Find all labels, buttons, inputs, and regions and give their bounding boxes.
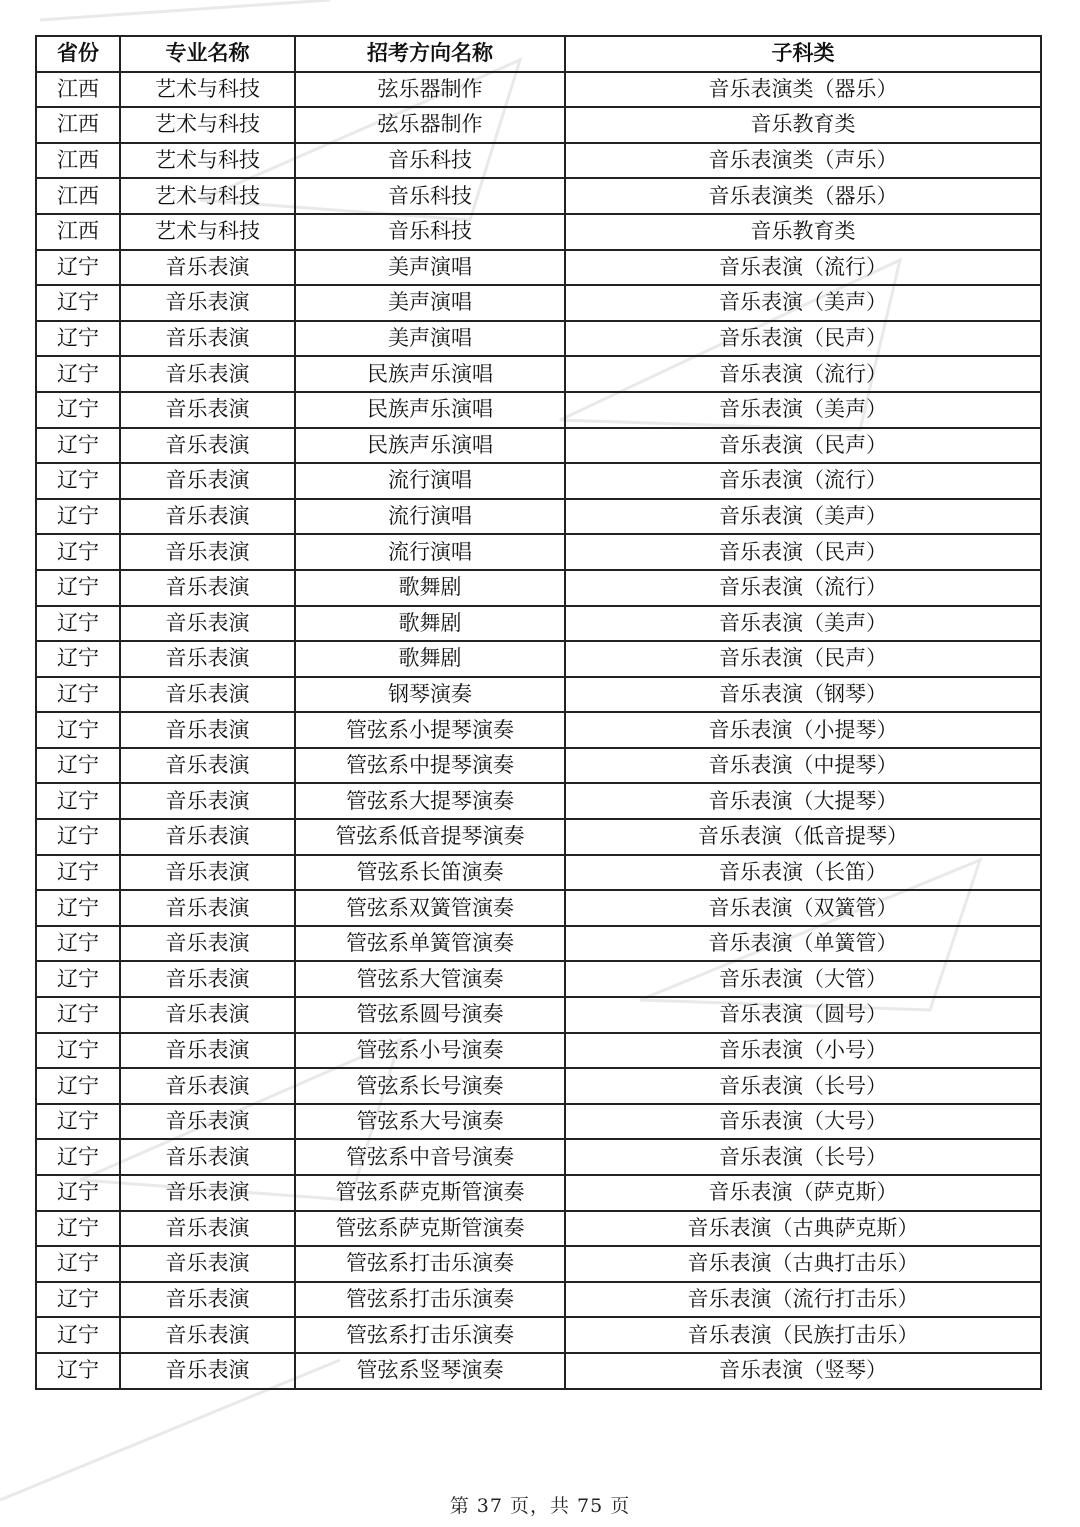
cell-subcategory: 音乐表演（单簧管）	[565, 926, 1041, 962]
table-row	[36, 499, 1041, 535]
cell-direction: 管弦系大号演奏	[295, 1104, 565, 1140]
cell-major: 艺术与科技	[120, 214, 295, 250]
page-number: 第 37 页，共 75 页	[449, 1495, 631, 1517]
cell-subcategory: 音乐表演（美声）	[565, 285, 1041, 321]
cell-major: 音乐表演	[120, 1211, 295, 1247]
cell-province: 江西	[36, 107, 120, 143]
cell-province: 江西	[36, 72, 120, 108]
cell-subcategory: 音乐表演（美声）	[565, 392, 1041, 428]
cell-direction: 管弦系圆号演奏	[295, 997, 565, 1033]
cell-province: 江西	[36, 178, 120, 214]
table-row	[36, 1104, 1041, 1140]
cell-major: 音乐表演	[120, 570, 295, 606]
table-row	[36, 1246, 1041, 1282]
cell-subcategory: 音乐表演（长笛）	[565, 855, 1041, 891]
table-row	[36, 1211, 1041, 1247]
cell-subcategory: 音乐表演（民声）	[565, 641, 1041, 677]
table-row	[36, 712, 1041, 748]
header-major: 专业名称	[120, 36, 295, 72]
table-header-row	[36, 36, 1041, 72]
cell-subcategory: 音乐表演类（器乐）	[565, 178, 1041, 214]
cell-subcategory: 音乐表演类（器乐）	[565, 72, 1041, 108]
cell-direction: 管弦系大管演奏	[295, 961, 565, 997]
header-subcategory: 子科类	[565, 36, 1041, 72]
cell-major: 音乐表演	[120, 250, 295, 286]
cell-province: 辽宁	[36, 1317, 120, 1353]
cell-direction: 管弦系小号演奏	[295, 1033, 565, 1069]
cell-direction: 民族声乐演唱	[295, 428, 565, 464]
cell-major: 音乐表演	[120, 1104, 295, 1140]
cell-subcategory: 音乐表演（小提琴）	[565, 712, 1041, 748]
cell-major: 音乐表演	[120, 606, 295, 642]
cell-direction: 管弦系长笛演奏	[295, 855, 565, 891]
cell-subcategory: 音乐教育类	[565, 214, 1041, 250]
cell-major: 艺术与科技	[120, 72, 295, 108]
cell-major: 音乐表演	[120, 534, 295, 570]
cell-subcategory: 音乐表演（民声）	[565, 321, 1041, 357]
table-row	[36, 428, 1041, 464]
cell-major: 音乐表演	[120, 321, 295, 357]
cell-direction: 管弦系打击乐演奏	[295, 1246, 565, 1282]
cell-province: 辽宁	[36, 570, 120, 606]
cell-province: 辽宁	[36, 392, 120, 428]
cell-major: 音乐表演	[120, 428, 295, 464]
cell-major: 艺术与科技	[120, 178, 295, 214]
table-row	[36, 463, 1041, 499]
table-row	[36, 143, 1041, 179]
table-row	[36, 961, 1041, 997]
table-row	[36, 250, 1041, 286]
cell-direction: 管弦系长号演奏	[295, 1068, 565, 1104]
cell-province: 辽宁	[36, 321, 120, 357]
cell-major: 音乐表演	[120, 1175, 295, 1211]
cell-major: 音乐表演	[120, 1317, 295, 1353]
table-row	[36, 1175, 1041, 1211]
cell-subcategory: 音乐表演（大提琴）	[565, 783, 1041, 819]
cell-direction: 管弦系小提琴演奏	[295, 712, 565, 748]
cell-direction: 美声演唱	[295, 285, 565, 321]
cell-major: 音乐表演	[120, 783, 295, 819]
cell-direction: 歌舞剧	[295, 641, 565, 677]
cell-province: 辽宁	[36, 356, 120, 392]
cell-major: 音乐表演	[120, 285, 295, 321]
cell-direction: 美声演唱	[295, 250, 565, 286]
cell-major: 音乐表演	[120, 392, 295, 428]
cell-direction: 管弦系大提琴演奏	[295, 783, 565, 819]
cell-subcategory: 音乐表演（民声）	[565, 428, 1041, 464]
table-row	[36, 356, 1041, 392]
cell-major: 音乐表演	[120, 677, 295, 713]
cell-direction: 流行演唱	[295, 463, 565, 499]
table-row	[36, 534, 1041, 570]
table-row	[36, 926, 1041, 962]
header-direction: 招考方向名称	[295, 36, 565, 72]
cell-direction: 管弦系竖琴演奏	[295, 1353, 565, 1389]
cell-subcategory: 音乐表演（流行打击乐）	[565, 1282, 1041, 1318]
cell-direction: 管弦系打击乐演奏	[295, 1317, 565, 1353]
cell-major: 音乐表演	[120, 855, 295, 891]
cell-direction: 钢琴演奏	[295, 677, 565, 713]
cell-subcategory: 音乐表演（圆号）	[565, 997, 1041, 1033]
table-row	[36, 214, 1041, 250]
cell-province: 辽宁	[36, 250, 120, 286]
cell-province: 辽宁	[36, 1175, 120, 1211]
cell-major: 艺术与科技	[120, 143, 295, 179]
cell-major: 音乐表演	[120, 641, 295, 677]
cell-province: 江西	[36, 143, 120, 179]
table-row	[36, 392, 1041, 428]
cell-province: 辽宁	[36, 1353, 120, 1389]
cell-direction: 管弦系双簧管演奏	[295, 890, 565, 926]
cell-province: 辽宁	[36, 1246, 120, 1282]
cell-province: 辽宁	[36, 748, 120, 784]
table-row	[36, 1282, 1041, 1318]
cell-subcategory: 音乐表演（流行）	[565, 570, 1041, 606]
cell-province: 辽宁	[36, 463, 120, 499]
cell-subcategory: 音乐表演（流行）	[565, 463, 1041, 499]
cell-subcategory: 音乐表演（竖琴）	[565, 1353, 1041, 1389]
table-row	[36, 285, 1041, 321]
cell-major: 音乐表演	[120, 997, 295, 1033]
cell-subcategory: 音乐表演（小号）	[565, 1033, 1041, 1069]
cell-province: 辽宁	[36, 499, 120, 535]
table-row	[36, 107, 1041, 143]
cell-province: 辽宁	[36, 890, 120, 926]
cell-province: 辽宁	[36, 1104, 120, 1140]
cell-subcategory: 音乐教育类	[565, 107, 1041, 143]
cell-major: 音乐表演	[120, 1033, 295, 1069]
cell-direction: 音乐科技	[295, 214, 565, 250]
cell-major: 音乐表演	[120, 712, 295, 748]
cell-subcategory: 音乐表演（长号）	[565, 1139, 1041, 1175]
cell-direction: 管弦系中音号演奏	[295, 1139, 565, 1175]
table-row	[36, 855, 1041, 891]
cell-province: 辽宁	[36, 428, 120, 464]
table-row	[36, 997, 1041, 1033]
cell-province: 辽宁	[36, 534, 120, 570]
cell-subcategory: 音乐表演（钢琴）	[565, 677, 1041, 713]
header-province: 省份	[36, 36, 120, 72]
cell-major: 音乐表演	[120, 1246, 295, 1282]
table-row	[36, 1033, 1041, 1069]
cell-province: 辽宁	[36, 1282, 120, 1318]
cell-province: 辽宁	[36, 855, 120, 891]
table-row	[36, 1317, 1041, 1353]
table-row	[36, 677, 1041, 713]
cell-direction: 管弦系萨克斯管演奏	[295, 1211, 565, 1247]
cell-province: 辽宁	[36, 606, 120, 642]
cell-subcategory: 音乐表演（古典打击乐）	[565, 1246, 1041, 1282]
table-body	[36, 72, 1041, 1389]
table-row	[36, 178, 1041, 214]
cell-subcategory: 音乐表演（低音提琴）	[565, 819, 1041, 855]
table-row	[36, 570, 1041, 606]
cell-subcategory: 音乐表演（大号）	[565, 1104, 1041, 1140]
cell-direction: 歌舞剧	[295, 606, 565, 642]
cell-major: 音乐表演	[120, 890, 295, 926]
cell-major: 音乐表演	[120, 1282, 295, 1318]
cell-major: 音乐表演	[120, 1139, 295, 1175]
cell-major: 音乐表演	[120, 499, 295, 535]
table-row	[36, 1353, 1041, 1389]
table-row	[36, 72, 1041, 108]
cell-direction: 管弦系单簧管演奏	[295, 926, 565, 962]
cell-direction: 音乐科技	[295, 143, 565, 179]
cell-direction: 美声演唱	[295, 321, 565, 357]
cell-province: 辽宁	[36, 997, 120, 1033]
cell-subcategory: 音乐表演（中提琴）	[565, 748, 1041, 784]
cell-province: 辽宁	[36, 712, 120, 748]
cell-direction: 民族声乐演唱	[295, 356, 565, 392]
cell-province: 辽宁	[36, 819, 120, 855]
admissions-table	[35, 35, 1042, 1390]
table-row	[36, 321, 1041, 357]
cell-direction: 流行演唱	[295, 499, 565, 535]
cell-major: 音乐表演	[120, 926, 295, 962]
cell-subcategory: 音乐表演（古典萨克斯）	[565, 1211, 1041, 1247]
cell-province: 辽宁	[36, 677, 120, 713]
cell-subcategory: 音乐表演（美声）	[565, 499, 1041, 535]
cell-subcategory: 音乐表演（流行）	[565, 356, 1041, 392]
cell-province: 辽宁	[36, 1068, 120, 1104]
cell-direction: 管弦系低音提琴演奏	[295, 819, 565, 855]
cell-subcategory: 音乐表演（长号）	[565, 1068, 1041, 1104]
cell-direction: 管弦系打击乐演奏	[295, 1282, 565, 1318]
cell-subcategory: 音乐表演（双簧管）	[565, 890, 1041, 926]
table-row	[36, 1139, 1041, 1175]
table-row	[36, 748, 1041, 784]
table-row	[36, 819, 1041, 855]
cell-province: 辽宁	[36, 641, 120, 677]
cell-subcategory: 音乐表演（美声）	[565, 606, 1041, 642]
cell-province: 辽宁	[36, 961, 120, 997]
table-row	[36, 1068, 1041, 1104]
cell-province: 辽宁	[36, 926, 120, 962]
cell-direction: 弦乐器制作	[295, 107, 565, 143]
cell-province: 辽宁	[36, 1033, 120, 1069]
cell-province: 江西	[36, 214, 120, 250]
cell-direction: 流行演唱	[295, 534, 565, 570]
cell-major: 音乐表演	[120, 356, 295, 392]
cell-major: 音乐表演	[120, 819, 295, 855]
cell-direction: 管弦系萨克斯管演奏	[295, 1175, 565, 1211]
cell-province: 辽宁	[36, 783, 120, 819]
table-row	[36, 890, 1041, 926]
cell-direction: 民族声乐演唱	[295, 392, 565, 428]
cell-major: 音乐表演	[120, 748, 295, 784]
cell-subcategory: 音乐表演类（声乐）	[565, 143, 1041, 179]
cell-direction: 歌舞剧	[295, 570, 565, 606]
cell-province: 辽宁	[36, 1139, 120, 1175]
table-row	[36, 641, 1041, 677]
cell-subcategory: 音乐表演（流行）	[565, 250, 1041, 286]
cell-direction: 管弦系中提琴演奏	[295, 748, 565, 784]
cell-subcategory: 音乐表演（萨克斯）	[565, 1175, 1041, 1211]
cell-major: 音乐表演	[120, 1353, 295, 1389]
cell-province: 辽宁	[36, 285, 120, 321]
cell-province: 辽宁	[36, 1211, 120, 1247]
cell-subcategory: 音乐表演（民族打击乐）	[565, 1317, 1041, 1353]
cell-major: 艺术与科技	[120, 107, 295, 143]
cell-subcategory: 音乐表演（大管）	[565, 961, 1041, 997]
cell-major: 音乐表演	[120, 463, 295, 499]
cell-subcategory: 音乐表演（民声）	[565, 534, 1041, 570]
table-row	[36, 606, 1041, 642]
table-row	[36, 783, 1041, 819]
cell-major: 音乐表演	[120, 961, 295, 997]
cell-major: 音乐表演	[120, 1068, 295, 1104]
cell-direction: 弦乐器制作	[295, 72, 565, 108]
cell-direction: 音乐科技	[295, 178, 565, 214]
